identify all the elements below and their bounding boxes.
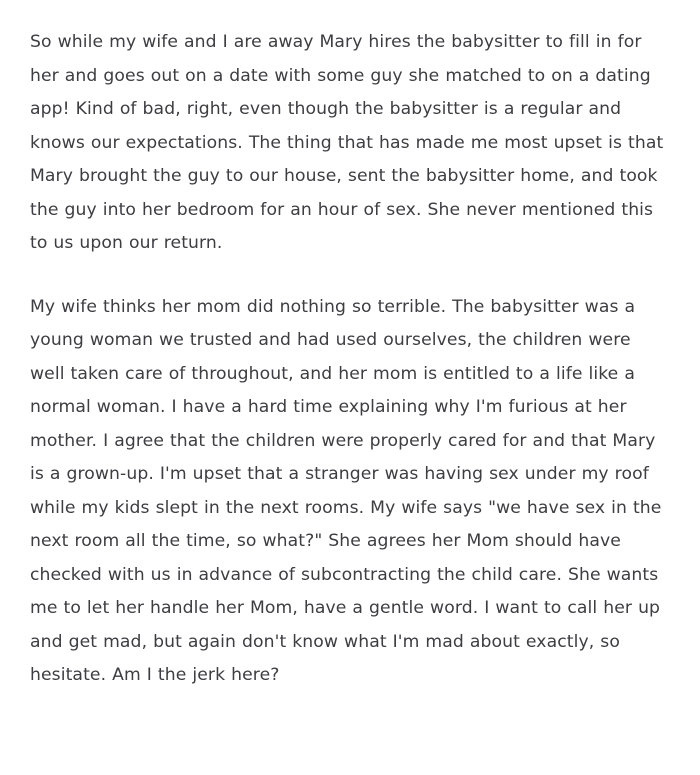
story-paragraph-1: So while my wife and I are away Mary hires the babysitter to fill in for her and goes out on a date with some guy she matched to on a dating app! Kind of bad, right, even though the babysitter is a regular and knows our expectations. The thing that has made me most upset is that Mary brought the guy to our house, sent the babysitter home, and took the guy into her bedroom for an hour of sex. She never mentioned this to us upon our return. — [30, 32, 664, 253]
story-paragraph-2: My wife thinks her mom did nothing so terrible. The babysitter was a young woman we trusted and had used ourselves, the children were well taken care of throughout, and her mom is entitled to a life like a normal woman. I have a hard time explaining why I'm furious at her mother. I agree that the children were properly cared for and that Mary is a grown-up. I'm upset that a stranger was having sex under my roof while my kids slept in the next rooms. My wife says "we have sex in the next room all the time, so what?" She agrees her Mom should have checked with us in advance of subcontracting the child care. She wants me to let her handle her Mom, have a gentle word. I want to call her up and get mad, but again don't know what I'm mad about exactly, so hesitate. Am I the jerk here? — [30, 296, 662, 685]
